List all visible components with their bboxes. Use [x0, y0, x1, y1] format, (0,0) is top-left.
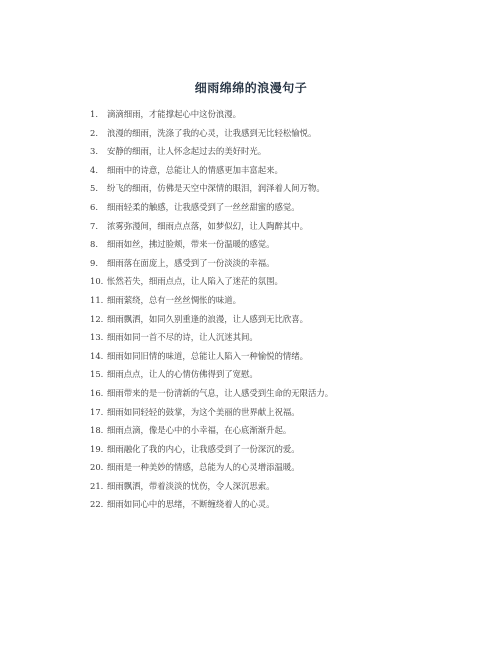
list-item-text: 细雨如丝，拂过脸颊，带来一份温暖的感觉。: [107, 239, 275, 250]
list-item: [90, 384, 480, 403]
list-item: [90, 291, 480, 310]
list-item-number: 11.: [90, 294, 104, 305]
list-item-text: 细雨点滴，像是心中的小幸福，在心底渐渐升起。: [107, 425, 292, 436]
list-item-text: 细雨萦绕，总有一丝丝惆怅的味道。: [107, 294, 241, 305]
list-item-number: 16.: [90, 387, 104, 398]
list-item-text: 浓雾弥漫间，细雨点点落，如梦似幻，让人陶醉其中。: [107, 220, 308, 231]
page-title: 细雨绵绵的浪漫句子: [194, 81, 308, 95]
list-item-number: 13.: [90, 332, 104, 343]
list-item-number: 2.: [90, 127, 98, 138]
list-item-number: 5.: [90, 183, 98, 194]
list-item-text: 细雨是一种美妙的情感，总能为人的心灵增添温暖。: [107, 462, 300, 473]
list-item: [90, 440, 480, 459]
list-item-text: 细雨飘洒，如同久别重逢的浪漫，让人感到无比欣喜。: [107, 313, 308, 324]
list-item-number: 12.: [90, 313, 104, 324]
list-item-number: 6.: [90, 201, 98, 212]
list-item-number: 3.: [90, 146, 98, 157]
list-item: [90, 142, 480, 161]
list-item-text: 细雨如同心中的思绪，不断缠绕着人的心灵。: [107, 499, 275, 510]
list-item-number: 18.: [90, 425, 104, 436]
list-item: [90, 403, 480, 422]
list-item: [90, 328, 480, 347]
list-item: [90, 179, 480, 198]
list-item-text: 安静的细雨，让人怀念起过去的美好时光。: [107, 146, 267, 157]
list-item-text: 细雨如同轻轻的鼓掌，为这个美丽的世界献上祝福。: [107, 406, 300, 417]
list-item-number: 1.: [90, 109, 98, 119]
list-item: [90, 458, 480, 477]
list-item-text: 纷飞的细雨，仿佛是天空中深情的眼泪，润泽着人间万物。: [107, 183, 325, 194]
list-item: [90, 365, 480, 384]
list-item: [90, 495, 480, 514]
list-item: [90, 310, 480, 329]
list-item-number: 19.: [90, 443, 104, 454]
list-item-number: 8.: [90, 239, 98, 250]
list-item: [90, 124, 480, 143]
sentence-list: [90, 105, 480, 514]
list-item-text: 细雨轻柔的触感，让我感受到了一丝丝甜蜜的感觉。: [107, 201, 300, 212]
list-item-text: 怅然若失，细雨点点，让人陷入了迷茫的氛围。: [107, 276, 283, 287]
list-item-text: 细雨飘洒，带着淡淡的忧伤，令人深沉思索。: [107, 480, 275, 491]
list-item-number: 14.: [90, 350, 104, 361]
list-item-text: 细雨点点，让人的心情仿佛得到了宽慰。: [107, 369, 258, 380]
list-item-number: 7.: [90, 220, 98, 231]
list-item: [90, 477, 480, 496]
list-item-number: 17.: [90, 406, 104, 417]
list-item: [90, 217, 480, 236]
list-item-text: 细雨落在面庞上，感受到了一份淡淡的幸福。: [107, 257, 275, 268]
list-item: [90, 272, 480, 291]
list-item-number: 15.: [90, 369, 104, 380]
list-item-text: 细雨中的诗意，总能让人的情感更加丰富起来。: [107, 164, 283, 175]
list-item-number: 22.: [90, 499, 104, 510]
list-item-number: 9.: [90, 257, 98, 268]
list-item-number: 4.: [90, 164, 98, 175]
list-item-text: 浪漫的细雨，洗涤了我的心灵，让我感到无比轻松愉悦。: [107, 127, 317, 138]
list-item-text: 细雨带来的是一份清新的气息，让人感受到生命的无限活力。: [107, 387, 334, 398]
list-item: [90, 421, 480, 440]
list-item-text: 细雨如同旧情的味道，总能让人陷入一种愉悦的情绪。: [107, 350, 308, 361]
list-item: [90, 235, 480, 254]
list-item-number: 20.: [90, 462, 104, 473]
list-item: [90, 347, 480, 366]
list-item-text: 滴滴细雨，才能撑起心中这份浪漫。: [107, 109, 241, 119]
list-item-number: 10.: [90, 276, 104, 287]
list-item: [90, 161, 480, 180]
list-item: [90, 198, 480, 217]
list-item: [90, 105, 480, 124]
list-item-text: 细雨融化了我的内心，让我感受到了一份深沉的爱。: [107, 443, 300, 454]
list-item-text: 细雨如同一首不尽的诗，让人沉迷其间。: [107, 332, 258, 343]
list-item-number: 21.: [90, 480, 104, 491]
list-item: [90, 254, 480, 273]
